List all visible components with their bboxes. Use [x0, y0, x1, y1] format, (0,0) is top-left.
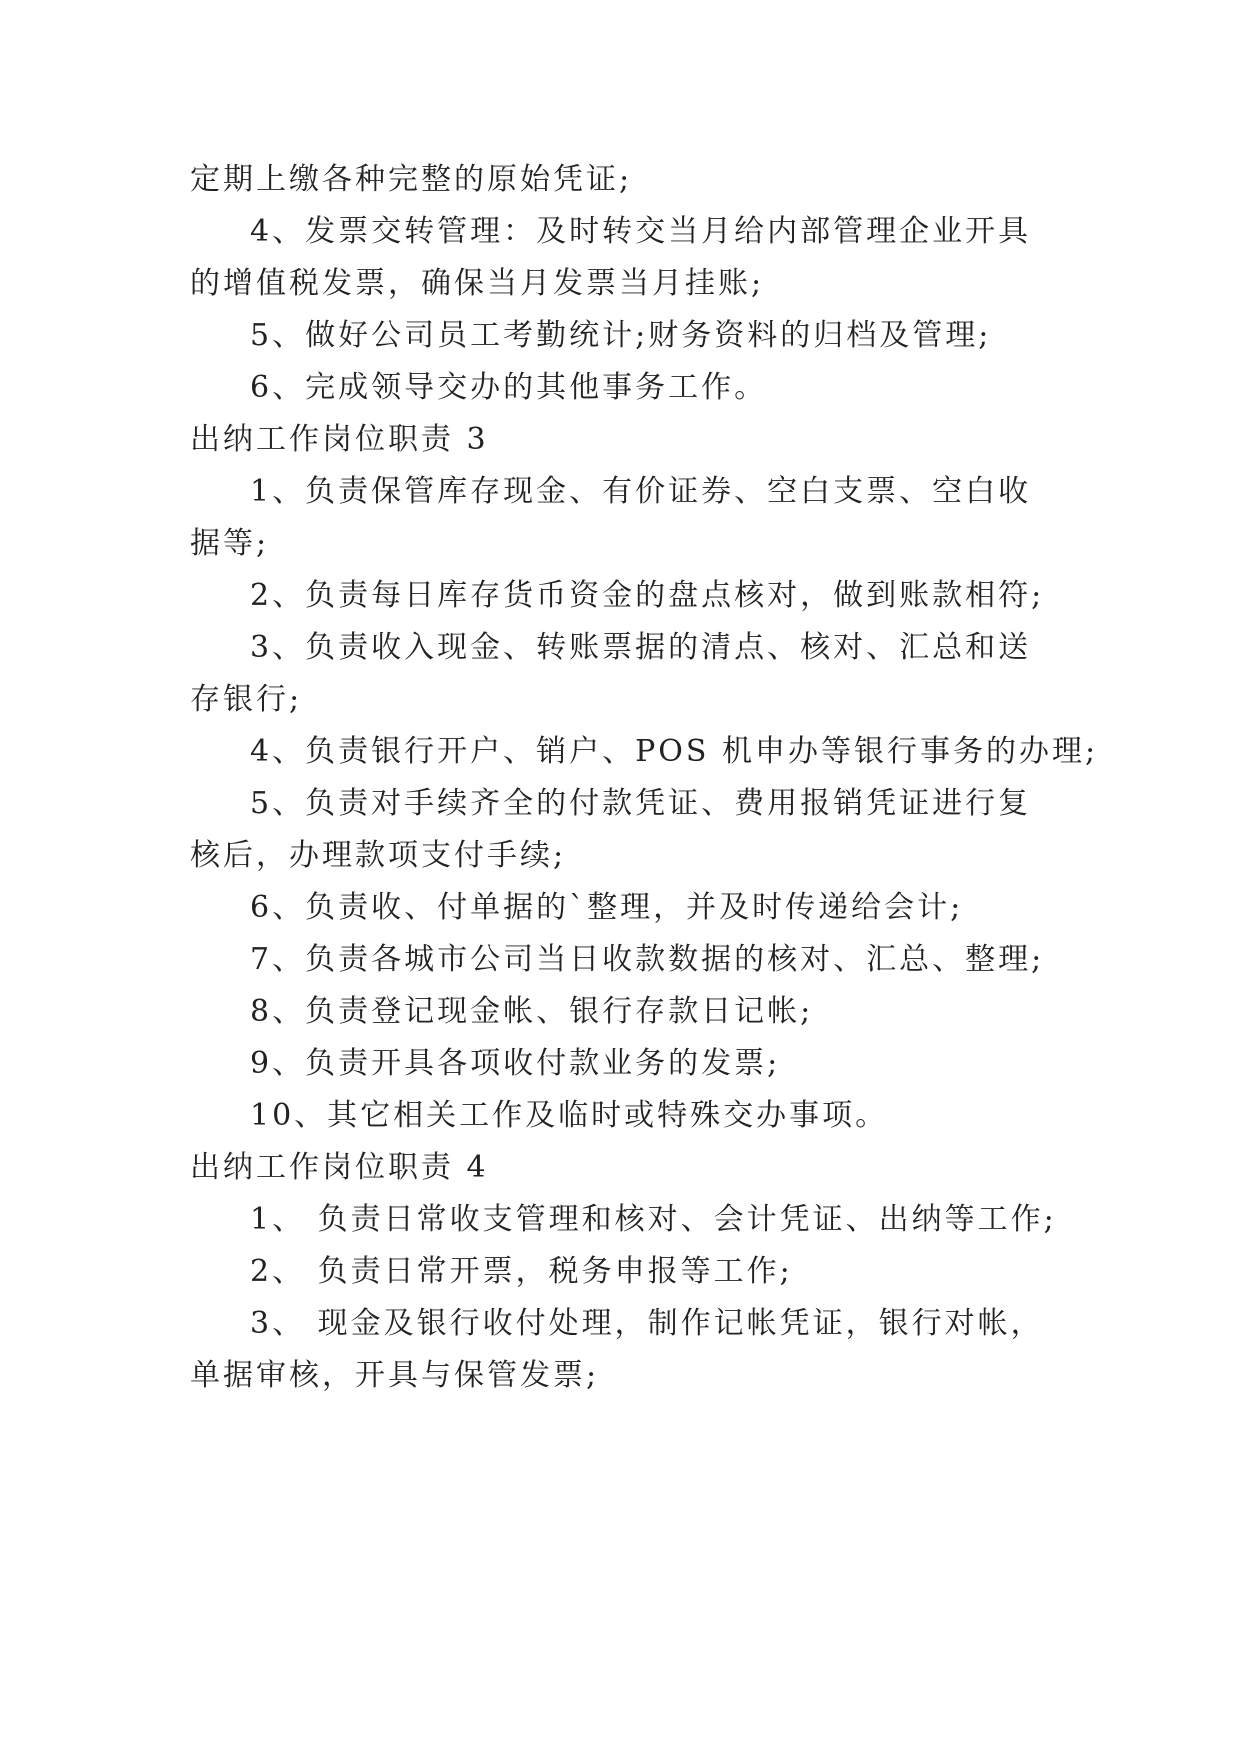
list-item: 6、完成领导交办的其他事务工作。 [250, 370, 768, 405]
section-heading: 出纳工作岗位职责 4 [190, 1150, 489, 1185]
list-item: 3、负责收入现金、转账票据的清点、核对、汇总和送 [250, 630, 1032, 665]
list-item: 1、负责保管库存现金、有价证券、空白支票、空白收 [250, 474, 1032, 509]
text-line: 存银行; [190, 682, 303, 717]
section-heading: 出纳工作岗位职责 3 [190, 422, 489, 457]
list-item: 5、负责对手续齐全的付款凭证、费用报销凭证进行复 [250, 786, 1032, 821]
text-line: 的增值税发票，确保当月发票当月挂账; [190, 266, 765, 301]
list-item: 9、负责开具各项收付款业务的发票; [250, 1046, 781, 1081]
list-item: 4、负责银行开户、销户、POS 机申办等银行事务的办理; [250, 734, 1099, 769]
list-item: 5、做好公司员工考勤统计;财务资料的归档及管理; [250, 318, 992, 353]
list-item: 3、 现金及银行收付处理，制作记帐凭证，银行对帐， [250, 1306, 1044, 1341]
list-item: 10、其它相关工作及临时或特殊交办事项。 [250, 1098, 889, 1133]
list-item: 4、发票交转管理：及时转交当月给内部管理企业开具 [250, 214, 1032, 249]
text-line: 定期上缴各种完整的原始凭证; [190, 162, 633, 197]
list-item: 7、负责各城市公司当日收款数据的核对、汇总、整理; [250, 942, 1045, 977]
list-item: 8、负责登记现金帐、银行存款日记帐; [250, 994, 814, 1029]
text-line: 核后，办理款项支付手续; [190, 838, 567, 873]
list-item: 1、 负责日常收支管理和核对、会计凭证、出纳等工作; [250, 1202, 1057, 1237]
list-item: 2、 负责日常开票，税务申报等工作; [250, 1254, 793, 1289]
list-item: 6、负责收、付单据的`整理，并及时传递给会计; [250, 890, 964, 925]
list-item: 2、负责每日库存货币资金的盘点核对，做到账款相符; [250, 578, 1045, 613]
text-line: 单据审核，开具与保管发票; [190, 1358, 600, 1393]
text-line: 据等; [190, 526, 270, 561]
